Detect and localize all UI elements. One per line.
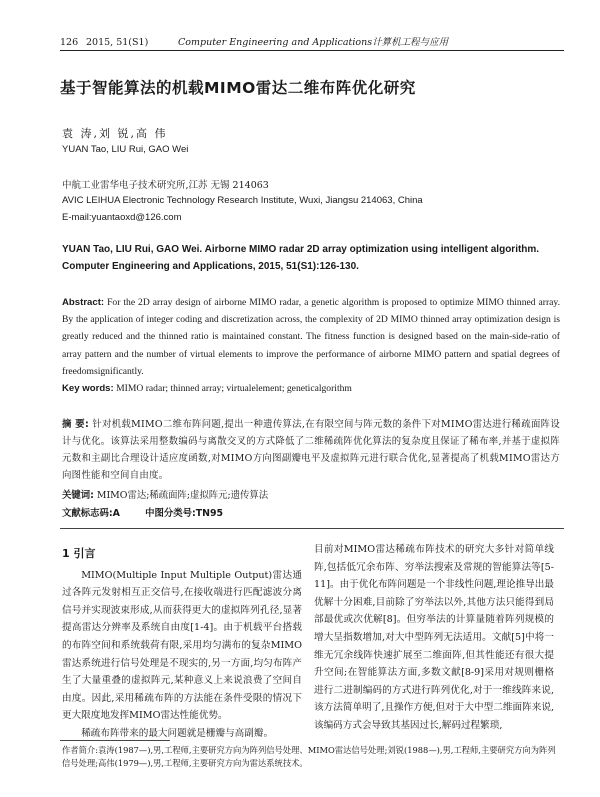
document-info <box>62 505 245 519</box>
section-divider <box>60 528 564 529</box>
body-column-right <box>314 541 554 735</box>
page-number: 126 <box>60 37 79 48</box>
authors-english: YUAN Tao, LIU Rui, GAO Wei <box>62 144 189 155</box>
body-paragraph: MIMO(Multiple Input Multiple Output)雷达通过各阵元发射相互正交信号,在接收端进行匹配滤波分离信号并实现波束形成,从而获得更大的虚拟阵列孔径,显著提高雷达分辨率及系统自由度[1-4]。由于机载平台搭载的布阵空间和系统载荷有限,采用均匀满布的复杂MIMO雷达系统进行信号处理是不现实的,另一方面,均匀布阵产生了大量重叠的虚拟阵元,某种意义上来说浪费了空间自由度。因此,采用稀疏布阵的方法能在条件受限的情况下更大限度地发挥MIMO雷达性能优势。 <box>62 569 302 722</box>
authors-chinese: 袁 涛,刘 锐,高 伟 <box>62 127 168 140</box>
keywords-chinese <box>62 487 268 501</box>
author-footnote: 作者简介:袁涛(1987—),男,工程师,主要研究方向为阵列信号处理、MIMO雷达信号处理;刘锐(1988—),男,工程师,主要研究方向为阵列信号处理;高伟(1979—),男,工程师,主要研究方向为雷达系统技术。 <box>62 745 556 768</box>
running-header <box>60 34 564 50</box>
journal-name: Computer Engineering and Applications计算机工程与应用 <box>178 37 449 48</box>
keywords-english-text: MIMO radar; thinned array; virtualelement; geneticalgorithm <box>116 383 352 394</box>
paper-title: 基于智能算法的机载MIMO雷达二维布阵优化研究 <box>60 79 416 97</box>
document-code: 文献标志码:A <box>62 508 120 519</box>
section-heading: 1 引言 <box>62 547 96 560</box>
body-paragraph: 目前对MIMO雷达稀疏布阵技术的研究大多针对简单线阵,包括低冗余布阵、穷举法搜索及常规的智能算法等[5-11]。由于优化布阵问题是一个非线性问题,理论推导出最优解十分困难,目前除了穷举法以外,其他方法只能得到局部最优或次优解[8]。但穷举法的计算量随着阵列规模的增大呈指数增加,对大中型阵列无法适用。文献[5]中将一维无冗余线阵快速扩展至二维面阵,但其性能还有很大提升空间;在智能算法方面,多数文献[8-9]采用对规则栅格进行二进制编码的方式进行阵列优化,对于一维线阵来说,该方法简单明了,且操作方便,但对于大中型二维面阵来说,该编码方式会导致其基因过长,解码过程繁琐, <box>314 544 554 731</box>
keywords-chinese-text: MIMO雷达;稀疏面阵;虚拟阵元;遗传算法 <box>96 490 269 501</box>
affiliation-chinese: 中航工业雷华电子技术研究所,江苏 无锡 214063 <box>62 180 269 191</box>
volume-issue: 2015, 51(S1) <box>86 37 149 48</box>
abstract-english <box>62 294 560 380</box>
keywords-chinese-label: 关键词: <box>62 490 94 501</box>
abstract-chinese <box>62 416 560 484</box>
affiliation-english: AVIC LEIHUA Electronic Technology Research Institute, Wuxi, Jiangsu 214063, China <box>62 195 423 206</box>
abstract-english-text: For the 2D array design of airborne MIMO radar, a genetic algorithm is proposed to optimize MIMO thinned array. By the application of integer coding and discretization across, the complexity of 2D MIMO thinned array optimization design is greatly reduced and the thinned ratio is maintained constant. The fitness function is designed based on the main-side-ratio of array pattern and the number of virtual elements to improve the performance of airborne MIMO pattern and spatial degrees of freedomsignificantly. <box>62 297 560 377</box>
keywords-english-label: Key words: <box>62 383 114 394</box>
abstract-chinese-label: 摘 要: <box>62 419 90 430</box>
citation-line: YUAN Tao, LIU Rui, GAO Wei. Airborne MIMO radar 2D array optimization using intelligent algorithm. Computer Engineering and Applications, 2015, 51(S1):126-130. <box>62 244 540 272</box>
abstract-chinese-text: 针对机载MIMO二维布阵问题,提出一种遗传算法,在有限空间与阵元数的条件下对MIMO雷达进行稀疏面阵设计与优化。该算法采用整数编码与离散交叉的方式降低了二维稀疏阵优化算法的复杂度且保证了稀布率,并基于虚拟阵元数和主副比合理设计适应度函数,对MIMO方向图副瓣电平及虚拟阵元进行联合优化,显著提高了机载MIMO雷达方向图性能和空间自由度。 <box>62 419 561 481</box>
author-email: E-mail:yuantaoxd@126.com <box>62 212 182 223</box>
keywords-english <box>62 383 560 394</box>
header-rule <box>60 50 564 51</box>
abstract-english-label: Abstract: <box>62 297 105 308</box>
clc-number: 中图分类号:TN95 <box>145 508 224 519</box>
body-column-left <box>62 545 302 743</box>
footnote-rule <box>60 740 170 741</box>
body-paragraph: 稀疏布阵带来的最大问题就是栅瓣与高副瓣。 <box>81 727 274 739</box>
